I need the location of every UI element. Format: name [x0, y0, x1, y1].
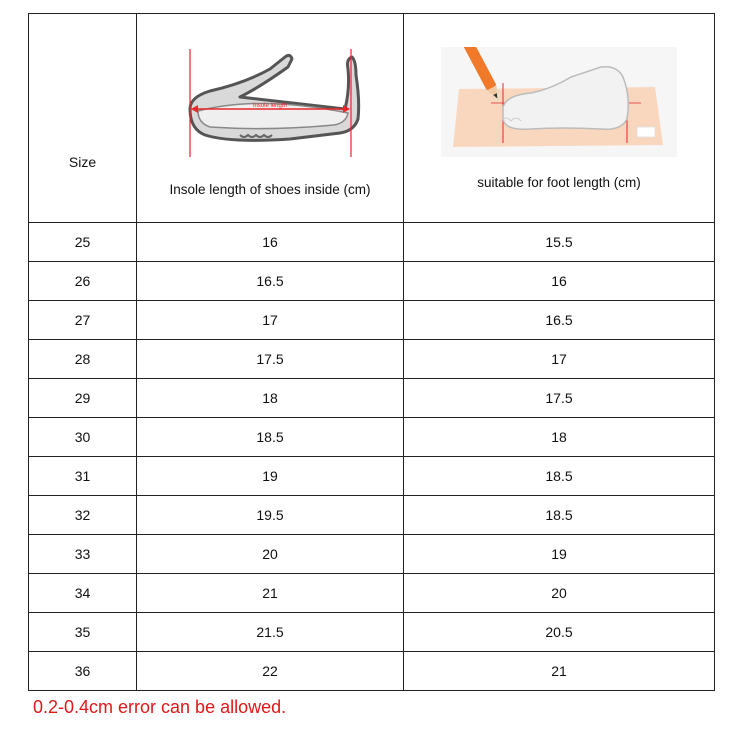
foot-header-label: suitable for foot length (cm) [477, 174, 641, 190]
foot-length-cell: 16 [404, 262, 715, 301]
size-cell: 26 [29, 262, 137, 301]
size-cell: 33 [29, 535, 137, 574]
table-row [29, 574, 715, 613]
table-row [29, 301, 715, 340]
insole-length-cell: 17.5 [137, 340, 404, 379]
foot-length-cell: 15.5 [404, 223, 715, 262]
size-cell: 32 [29, 496, 137, 535]
foot-length-cell: 18.5 [404, 457, 715, 496]
size-cell: 35 [29, 613, 137, 652]
size-header-label: Size [68, 154, 97, 170]
size-cell: 36 [29, 652, 137, 691]
size-chart-table [28, 13, 715, 691]
error-tolerance-note: 0.2-0.4cm error can be allowed. [33, 697, 287, 717]
insole-length-cell: 17 [137, 301, 404, 340]
shoe-insole-diagram-icon [170, 39, 370, 164]
insole-length-cell: 18.5 [137, 418, 404, 457]
size-cell: 29 [29, 379, 137, 418]
insole-length-cell: 16 [137, 223, 404, 262]
size-cell: 30 [29, 418, 137, 457]
foot-length-cell: 19 [404, 535, 715, 574]
size-cell: 25 [29, 223, 137, 262]
foot-header-cell [404, 14, 715, 223]
insole-header-cell [137, 14, 404, 223]
insole-length-cell: 20 [137, 535, 404, 574]
foot-length-cell: 21 [404, 652, 715, 691]
insole-length-cell: 21.5 [137, 613, 404, 652]
insole-header-label: Insole length of shoes inside (cm) [169, 182, 371, 197]
insole-length-cell: 22 [137, 652, 404, 691]
foot-length-cell: 18.5 [404, 496, 715, 535]
table-row [29, 223, 715, 262]
size-cell: 31 [29, 457, 137, 496]
foot-length-cell: 16.5 [404, 301, 715, 340]
table-row [29, 457, 715, 496]
foot-length-cell: 20.5 [404, 613, 715, 652]
insole-length-diagram-label: insole length [253, 103, 287, 109]
table-row [29, 418, 715, 457]
foot-length-cell: 17.5 [404, 379, 715, 418]
foot-length-cell: 18 [404, 418, 715, 457]
insole-length-cell: 16.5 [137, 262, 404, 301]
insole-length-cell: 18 [137, 379, 404, 418]
size-cell: 28 [29, 340, 137, 379]
size-header-cell [29, 14, 137, 223]
insole-length-cell: 21 [137, 574, 404, 613]
table-row [29, 379, 715, 418]
size-cell: 27 [29, 301, 137, 340]
size-cell: 34 [29, 574, 137, 613]
table-header-row [29, 14, 715, 223]
table-row [29, 340, 715, 379]
table-row [29, 496, 715, 535]
insole-length-cell: 19.5 [137, 496, 404, 535]
table-row [29, 652, 715, 691]
table-row [29, 613, 715, 652]
insole-length-cell: 19 [137, 457, 404, 496]
table-row [29, 262, 715, 301]
table-row [29, 535, 715, 574]
foot-measure-diagram-icon [441, 47, 677, 157]
foot-length-cell: 20 [404, 574, 715, 613]
foot-length-cell: 17 [404, 340, 715, 379]
